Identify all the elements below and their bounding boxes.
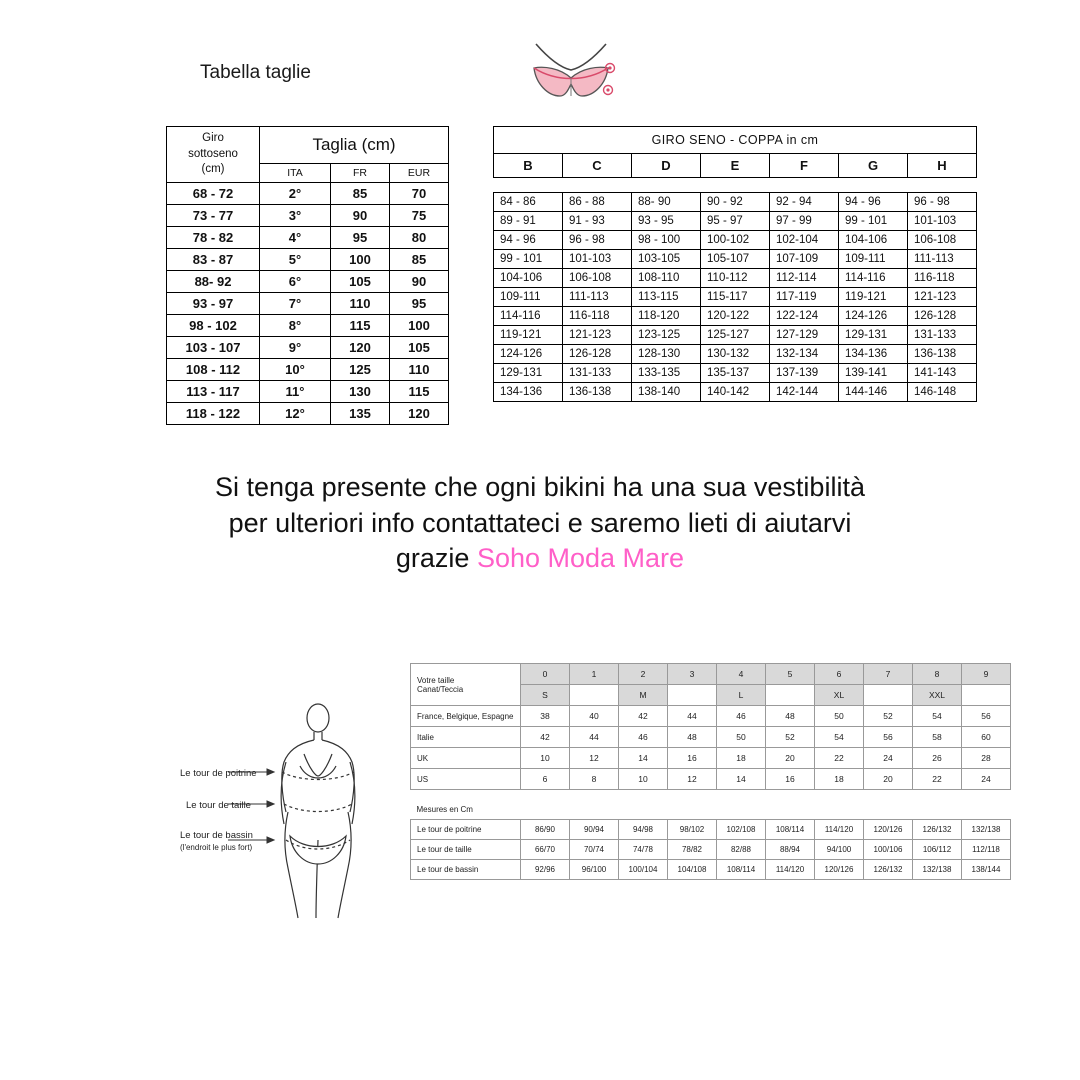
table-cell: 144-146 (839, 383, 908, 402)
row-label: UK (411, 748, 521, 769)
page-title: Tabella taglie (200, 62, 311, 83)
table-cell: 10° (260, 358, 331, 380)
french-size-letter: S (521, 685, 570, 706)
table-cell: 48 (766, 706, 815, 727)
table-cell: 114-116 (839, 269, 908, 288)
cup-letter-f: F (770, 154, 839, 178)
table-cell: 100/106 (864, 840, 913, 860)
table-row (494, 383, 977, 402)
table-cell: 114/120 (766, 860, 815, 880)
french-size-number: 1 (570, 664, 619, 685)
table-cell: 68 - 72 (167, 182, 260, 204)
table-cell: 40 (570, 706, 619, 727)
table-cell: 6° (260, 270, 331, 292)
table-row (167, 226, 449, 248)
table-cell: 108/114 (717, 860, 766, 880)
figure-label-taille: Le tour de taille (186, 800, 251, 811)
table-row (167, 314, 449, 336)
table-row (494, 193, 977, 212)
table-cell: 113 - 117 (167, 380, 260, 402)
table-cell: 99 - 101 (839, 212, 908, 231)
table-cell: 52 (864, 706, 913, 727)
table-cell: 124-126 (494, 345, 563, 364)
table-cell: 116-118 (908, 269, 977, 288)
table-cell: 86/90 (521, 820, 570, 840)
notice-text (0, 470, 1080, 577)
table-cell: 122-124 (770, 307, 839, 326)
table-row (167, 270, 449, 292)
table-cell: 66/70 (521, 840, 570, 860)
table-cell: 140-142 (701, 383, 770, 402)
table-cell: 101-103 (908, 212, 977, 231)
subheader-fr: FR (331, 163, 390, 182)
table-cell: 70 (390, 182, 449, 204)
table-cell: 74/78 (619, 840, 668, 860)
table-cell: 96 - 98 (908, 193, 977, 212)
table-cell: 26 (913, 748, 962, 769)
table-cell: 110 (331, 292, 390, 314)
table-cell: 12 (570, 748, 619, 769)
cup-table-title-row (494, 127, 977, 154)
french-table-title: Votre taille Canat/Teccia (411, 664, 521, 706)
table-cell: 5° (260, 248, 331, 270)
table-cell: 105 (390, 336, 449, 358)
table-cell: 80 (390, 226, 449, 248)
table-cell: 112/118 (962, 840, 1011, 860)
table-cell: 124-126 (839, 307, 908, 326)
table-cell: 120/126 (864, 820, 913, 840)
size-table-header-row (167, 127, 449, 164)
table-cell: 28 (962, 748, 1011, 769)
french-size-number: 8 (913, 664, 962, 685)
table-cell: 106/112 (913, 840, 962, 860)
table-row (167, 336, 449, 358)
table-cell: 10 (619, 769, 668, 790)
table-cell: 94 - 96 (839, 193, 908, 212)
table-cell: 50 (815, 706, 864, 727)
table-cell: 100 (331, 248, 390, 270)
table-cell: 85 (390, 248, 449, 270)
table-cell: 18 (815, 769, 864, 790)
table-row (494, 231, 977, 250)
french-size-number: 3 (668, 664, 717, 685)
table-cell: 105-107 (701, 250, 770, 269)
table-cell: 105 (331, 270, 390, 292)
table-cell: 100-102 (701, 231, 770, 250)
table-cell: 44 (668, 706, 717, 727)
table-row (494, 288, 977, 307)
table-cell: 90 (390, 270, 449, 292)
cup-table-spacer (494, 178, 977, 193)
table-row (494, 269, 977, 288)
table-cell: 118 - 122 (167, 402, 260, 424)
table-cell: 18 (717, 748, 766, 769)
french-size-letter: L (717, 685, 766, 706)
table-cell: 96/100 (570, 860, 619, 880)
french-size-letter: M (619, 685, 668, 706)
table-row (411, 769, 1011, 790)
bra-icon (516, 38, 626, 110)
table-cell: 38 (521, 706, 570, 727)
cup-letter-e: E (701, 154, 770, 178)
row-label: Le tour de poitrine (411, 820, 521, 840)
table-row (494, 364, 977, 383)
table-cell: 93 - 95 (632, 212, 701, 231)
french-size-number: 9 (962, 664, 1011, 685)
notice-line-1: Si tenga presente che ogni bikini ha una sua vestibilità (215, 472, 865, 502)
cup-letter-h: H (908, 154, 977, 178)
table-cell: 130-132 (701, 345, 770, 364)
section-title: Mesures en Cm (411, 800, 1011, 820)
table-cell: 4° (260, 226, 331, 248)
table-cell: 113-115 (632, 288, 701, 307)
table-cell: 56 (864, 727, 913, 748)
table-cell: 102-104 (770, 231, 839, 250)
table-cell: 101-103 (563, 250, 632, 269)
table-cell: 136-138 (563, 383, 632, 402)
table-cell: 16 (668, 748, 717, 769)
table-cell: 136-138 (908, 345, 977, 364)
french-table-number-row (411, 664, 1011, 685)
table-row (494, 250, 977, 269)
french-size-number: 7 (864, 664, 913, 685)
row-label: Le tour de bassin (411, 860, 521, 880)
table-cell: 108/114 (766, 820, 815, 840)
table-cell: 131-133 (908, 326, 977, 345)
table-cell: 112-114 (770, 269, 839, 288)
table-cell: 134-136 (494, 383, 563, 402)
table-cell: 88- 92 (167, 270, 260, 292)
table-cell: 42 (521, 727, 570, 748)
table-cell: 114/120 (815, 820, 864, 840)
figure-label-bassin-note: (l'endroit le plus fort) (180, 842, 253, 852)
notice-line-2: per ulteriori info contattateci e saremo lieti di aiutarvi (228, 507, 852, 538)
french-table-section-row (411, 800, 1011, 820)
table-cell: 88- 90 (632, 193, 701, 212)
french-size-letter (864, 685, 913, 706)
table-cell: 93 - 97 (167, 292, 260, 314)
french-size-letter (570, 685, 619, 706)
french-size-number: 0 (521, 664, 570, 685)
table-cell: 103-105 (632, 250, 701, 269)
table-row (494, 307, 977, 326)
table-cell: 91 - 93 (563, 212, 632, 231)
french-size-letter: XL (815, 685, 864, 706)
table-cell: 78/82 (668, 840, 717, 860)
table-cell: 119-121 (494, 326, 563, 345)
table-cell: 70/74 (570, 840, 619, 860)
table-cell: 16 (766, 769, 815, 790)
table-row (411, 727, 1011, 748)
table-cell: 56 (962, 706, 1011, 727)
table-cell: 119-121 (839, 288, 908, 307)
cup-letter-g: G (839, 154, 908, 178)
header-taglia: Taglia (cm) (260, 127, 449, 164)
table-cell: 94/98 (619, 820, 668, 840)
table-cell: 135 (331, 402, 390, 424)
table-cell: 129-131 (494, 364, 563, 383)
table-row (494, 345, 977, 364)
french-size-letter (962, 685, 1011, 706)
table-cell: 108-110 (632, 269, 701, 288)
table-cell: 109-111 (494, 288, 563, 307)
table-cell: 42 (619, 706, 668, 727)
table-cell: 132-134 (770, 345, 839, 364)
table-cell: 52 (766, 727, 815, 748)
table-cell: 3° (260, 204, 331, 226)
table-cell: 110-112 (701, 269, 770, 288)
figure-label-bassin-main: Le tour de bassin (180, 830, 253, 841)
table-cell: 117-119 (770, 288, 839, 307)
table-cell: 116-118 (563, 307, 632, 326)
french-table-gap (411, 790, 1011, 801)
table-cell: 137-139 (770, 364, 839, 383)
table-cell: 108 - 112 (167, 358, 260, 380)
table-cell: 95 (390, 292, 449, 314)
table-cell: 135-137 (701, 364, 770, 383)
table-cell: 103 - 107 (167, 336, 260, 358)
table-cell: 121-123 (563, 326, 632, 345)
french-size-table (410, 663, 1011, 880)
table-cell: 109-111 (839, 250, 908, 269)
table-cell: 125-127 (701, 326, 770, 345)
cup-table-title: GIRO SENO - COPPA in cm (494, 127, 977, 154)
table-cell: 10 (521, 748, 570, 769)
table-row (167, 380, 449, 402)
table-cell: 104/108 (668, 860, 717, 880)
french-size-number: 5 (766, 664, 815, 685)
notice-line-3 (0, 541, 1080, 577)
table-cell: 94 - 96 (494, 231, 563, 250)
table-cell: 12 (668, 769, 717, 790)
table-cell: 46 (717, 706, 766, 727)
table-row (411, 860, 1011, 880)
table-cell: 89 - 91 (494, 212, 563, 231)
table-cell: 120/126 (815, 860, 864, 880)
figure-label-poitrine: Le tour de poitrine (180, 768, 257, 779)
table-cell: 14 (619, 748, 668, 769)
table-cell: 132/138 (962, 820, 1011, 840)
header-giro-sottoseno: Giro sottoseno (cm) (167, 127, 260, 183)
table-cell: 48 (668, 727, 717, 748)
table-row (494, 212, 977, 231)
french-size-number: 2 (619, 664, 668, 685)
table-cell: 98 - 100 (632, 231, 701, 250)
table-row (167, 248, 449, 270)
table-row (167, 204, 449, 226)
brand-name: Soho Moda Mare (476, 543, 685, 574)
table-cell: 54 (913, 706, 962, 727)
table-cell: 126/132 (864, 860, 913, 880)
table-cell: 139-141 (839, 364, 908, 383)
table-cell: 83 - 87 (167, 248, 260, 270)
table-cell: 129-131 (839, 326, 908, 345)
figure-label-bassin (180, 830, 253, 854)
table-cell: 8° (260, 314, 331, 336)
table-cell: 102/108 (717, 820, 766, 840)
french-size-letter: XXL (913, 685, 962, 706)
table-cell: 111-113 (908, 250, 977, 269)
table-cell: 104-106 (839, 231, 908, 250)
table-cell: 138-140 (632, 383, 701, 402)
french-size-number: 4 (717, 664, 766, 685)
table-cell: 133-135 (632, 364, 701, 383)
table-cell: 141-143 (908, 364, 977, 383)
table-cell: 60 (962, 727, 1011, 748)
table-cell: 125 (331, 358, 390, 380)
table-cell: 120-122 (701, 307, 770, 326)
table-cell: 7° (260, 292, 331, 314)
table-cell: 75 (390, 204, 449, 226)
table-cell: 131-133 (563, 364, 632, 383)
table-cell: 8 (570, 769, 619, 790)
french-size-number: 6 (815, 664, 864, 685)
table-cell: 100/104 (619, 860, 668, 880)
table-cell: 90 (331, 204, 390, 226)
table-cell: 110 (390, 358, 449, 380)
table-cell: 86 - 88 (563, 193, 632, 212)
table-row (411, 820, 1011, 840)
table-cell: 106-108 (908, 231, 977, 250)
table-cell: 121-123 (908, 288, 977, 307)
table-row (167, 358, 449, 380)
table-row (411, 840, 1011, 860)
table-row (167, 402, 449, 424)
french-size-letter (766, 685, 815, 706)
table-cell: 24 (864, 748, 913, 769)
table-cell: 128-130 (632, 345, 701, 364)
table-cell: 95 (331, 226, 390, 248)
table-cell: 106-108 (563, 269, 632, 288)
row-label: France, Belgique, Espagne (411, 706, 521, 727)
table-cell: 50 (717, 727, 766, 748)
table-cell: 120 (390, 402, 449, 424)
table-row (411, 748, 1011, 769)
cup-letter-d: D (632, 154, 701, 178)
table-cell: 44 (570, 727, 619, 748)
table-row (167, 182, 449, 204)
table-cell: 92 - 94 (770, 193, 839, 212)
cup-table (493, 126, 977, 402)
table-cell: 138/144 (962, 860, 1011, 880)
row-label: Italie (411, 727, 521, 748)
table-cell: 97 - 99 (770, 212, 839, 231)
table-cell: 12° (260, 402, 331, 424)
table-cell: 94/100 (815, 840, 864, 860)
table-cell: 6 (521, 769, 570, 790)
subheader-eur: EUR (390, 163, 449, 182)
table-cell: 22 (913, 769, 962, 790)
cup-letter-b: B (494, 154, 563, 178)
table-row (411, 706, 1011, 727)
table-cell: 95 - 97 (701, 212, 770, 231)
table-cell: 82/88 (717, 840, 766, 860)
table-cell: 22 (815, 748, 864, 769)
cup-table-letters-row (494, 154, 977, 178)
table-cell: 142-144 (770, 383, 839, 402)
table-cell: 132/138 (913, 860, 962, 880)
table-cell: 118-120 (632, 307, 701, 326)
table-cell: 126-128 (908, 307, 977, 326)
table-cell: 98/102 (668, 820, 717, 840)
table-cell: 120 (331, 336, 390, 358)
table-cell: 126/132 (913, 820, 962, 840)
size-table (166, 126, 449, 425)
table-cell: 127-129 (770, 326, 839, 345)
table-cell: 24 (962, 769, 1011, 790)
table-cell: 84 - 86 (494, 193, 563, 212)
table-cell: 100 (390, 314, 449, 336)
table-cell: 146-148 (908, 383, 977, 402)
table-cell: 115-117 (701, 288, 770, 307)
table-cell: 114-116 (494, 307, 563, 326)
table-cell: 9° (260, 336, 331, 358)
table-cell: 104-106 (494, 269, 563, 288)
subheader-ita: ITA (260, 163, 331, 182)
table-cell: 90/94 (570, 820, 619, 840)
table-cell: 90 - 92 (701, 193, 770, 212)
table-cell: 111-113 (563, 288, 632, 307)
table-cell: 20 (766, 748, 815, 769)
table-cell: 46 (619, 727, 668, 748)
table-cell: 107-109 (770, 250, 839, 269)
table-cell: 99 - 101 (494, 250, 563, 269)
table-cell: 92/96 (521, 860, 570, 880)
french-size-letter (668, 685, 717, 706)
table-row (167, 292, 449, 314)
table-cell: 123-125 (632, 326, 701, 345)
table-cell: 130 (331, 380, 390, 402)
table-cell: 115 (331, 314, 390, 336)
cup-letter-c: C (563, 154, 632, 178)
table-cell: 20 (864, 769, 913, 790)
notice-grazie: grazie (395, 543, 477, 574)
table-cell: 54 (815, 727, 864, 748)
table-cell: 85 (331, 182, 390, 204)
table-cell: 88/94 (766, 840, 815, 860)
table-cell: 11° (260, 380, 331, 402)
table-cell: 98 - 102 (167, 314, 260, 336)
table-row (494, 326, 977, 345)
row-label: Le tour de taille (411, 840, 521, 860)
table-cell: 78 - 82 (167, 226, 260, 248)
table-cell: 126-128 (563, 345, 632, 364)
table-cell: 73 - 77 (167, 204, 260, 226)
table-cell: 134-136 (839, 345, 908, 364)
table-cell: 58 (913, 727, 962, 748)
table-cell: 14 (717, 769, 766, 790)
table-cell: 96 - 98 (563, 231, 632, 250)
table-cell: 115 (390, 380, 449, 402)
table-cell: 2° (260, 182, 331, 204)
row-label: US (411, 769, 521, 790)
